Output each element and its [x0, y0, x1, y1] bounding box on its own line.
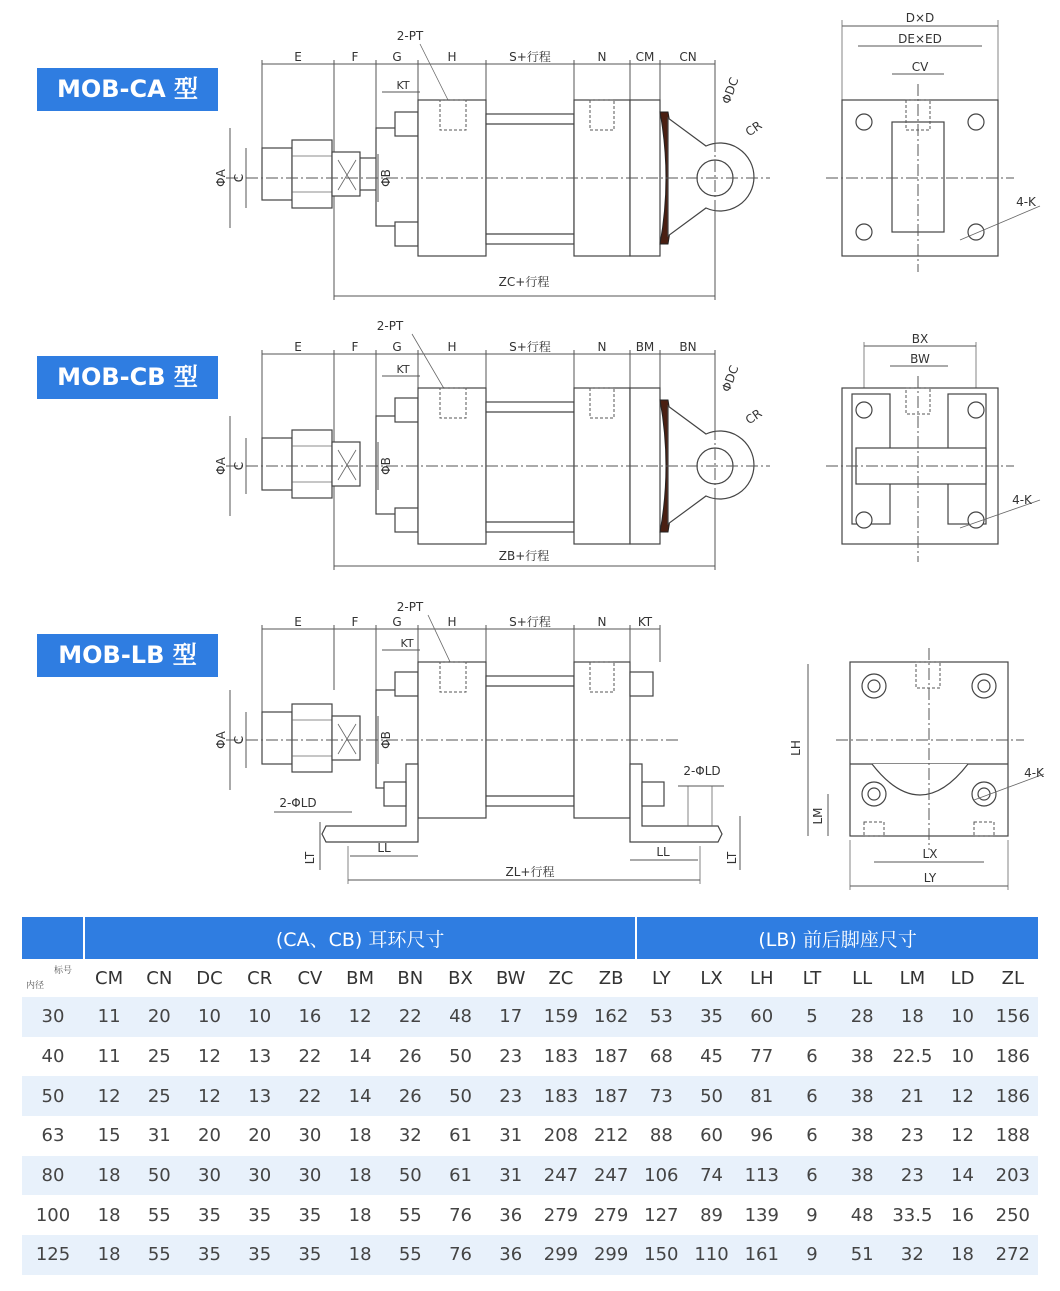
table-cell: 187: [586, 1076, 636, 1116]
ca-label-cm: CM: [635, 50, 655, 64]
lb-label-phi-a: ΦA: [214, 731, 228, 749]
table-cell: 250: [988, 1195, 1038, 1235]
ca-label-e: E: [294, 50, 302, 64]
table-cell: 25: [134, 1037, 184, 1077]
column-header-lm: LM: [887, 959, 937, 997]
table-cell: 106: [636, 1156, 686, 1196]
table-row: [22, 997, 1038, 1037]
table-cell: 25: [134, 1076, 184, 1116]
ca-side-view: [214, 29, 770, 300]
cb-label-phi-a: ΦA: [214, 457, 228, 475]
table-cell: 23: [887, 1156, 937, 1196]
table-row: [22, 1156, 1038, 1196]
table-cell: 15: [84, 1116, 134, 1156]
corner-label-top: 标号: [53, 966, 72, 976]
table-cell: 16: [937, 1195, 987, 1235]
spec-table: [22, 917, 1038, 1275]
table-cell: 188: [988, 1116, 1038, 1156]
table-cell: 96: [737, 1116, 787, 1156]
table-cell: 127: [636, 1195, 686, 1235]
ca-end-view: [826, 11, 1040, 272]
cb-side-view: [214, 319, 770, 570]
table-cell: 18: [335, 1235, 385, 1275]
table-cell: 12: [937, 1116, 987, 1156]
ca-label-zc: ZC+行程: [498, 275, 550, 289]
cb-label-s: S+行程: [509, 340, 551, 354]
table-cell: 30: [184, 1156, 234, 1196]
cb-label-bw: BW: [910, 352, 930, 366]
lb-label-lh: LH: [789, 740, 803, 756]
table-cell: 31: [134, 1116, 184, 1156]
table-cell: 11: [84, 1037, 134, 1077]
ca-label-cr: CR: [742, 118, 765, 140]
column-header-bm: BM: [335, 959, 385, 997]
cb-end-view: [826, 332, 1040, 562]
table-cell: 38: [837, 1037, 887, 1077]
table-cell: 18: [84, 1156, 134, 1196]
table-cell: 203: [988, 1156, 1038, 1196]
cb-label-bn: BN: [679, 340, 697, 354]
lb-label-k: 4-K: [1024, 766, 1044, 780]
table-cell: 113: [737, 1156, 787, 1196]
table-cell: 18: [84, 1235, 134, 1275]
table-cell: 247: [586, 1156, 636, 1196]
table-cell: 45: [686, 1037, 736, 1077]
cb-label-zb: ZB+行程: [498, 549, 550, 563]
lb-label-lt-right: LT: [725, 851, 739, 865]
table-cell: 55: [385, 1235, 435, 1275]
table-cell: 35: [235, 1235, 285, 1275]
table-cell: 5: [787, 997, 837, 1037]
ca-label-c: C: [232, 173, 246, 183]
lb-label-pt: 2-PT: [396, 600, 424, 614]
table-cell: 247: [536, 1156, 586, 1196]
table-cell: 23: [486, 1037, 536, 1077]
lb-label-lt-left: LT: [303, 851, 317, 865]
table-cell: 18: [335, 1195, 385, 1235]
column-header-ld: LD: [937, 959, 987, 997]
table-cell: 89: [686, 1195, 736, 1235]
table-cell: 12: [184, 1076, 234, 1116]
table-cell: 26: [385, 1037, 435, 1077]
table-cell: 17: [486, 997, 536, 1037]
table-cell: 61: [435, 1116, 485, 1156]
table-cell: 183: [536, 1037, 586, 1077]
corner-label-bottom: 内径: [26, 981, 45, 991]
table-cell: 77: [737, 1037, 787, 1077]
table-cell: 20: [235, 1116, 285, 1156]
lb-label-zl: ZL+行程: [505, 865, 555, 879]
column-header-lx: LX: [686, 959, 736, 997]
lb-label-g: G: [392, 615, 402, 629]
table-cell: 50: [385, 1156, 435, 1196]
table-cell: 23: [486, 1076, 536, 1116]
table-cell: 31: [486, 1116, 536, 1156]
table-cell: 22: [385, 997, 435, 1037]
table-cell: 22.5: [887, 1037, 937, 1077]
table-cell: 13: [235, 1076, 285, 1116]
table-row: [22, 1076, 1038, 1116]
lb-label-kt-right: KT: [637, 615, 653, 629]
column-header-dc: DC: [184, 959, 234, 997]
table-cell: 159: [536, 997, 586, 1037]
ca-label-cv: CV: [911, 60, 929, 74]
table-cell: 139: [737, 1195, 787, 1235]
cb-label-pt: 2-PT: [376, 319, 404, 333]
table-cell: 12: [335, 997, 385, 1037]
table-cell: 272: [988, 1235, 1038, 1275]
table-cell: 61: [435, 1156, 485, 1196]
lb-label-ly: LY: [923, 871, 937, 885]
bore-size-cell: 100: [22, 1195, 84, 1235]
table-row: [22, 1116, 1038, 1156]
table-cell: 10: [184, 997, 234, 1037]
table-cell: 35: [285, 1235, 335, 1275]
table-cell: 30: [285, 1116, 335, 1156]
table-cell: 6: [787, 1076, 837, 1116]
table-cell: 35: [184, 1195, 234, 1235]
table-cell: 32: [887, 1235, 937, 1275]
table-cell: 30: [235, 1156, 285, 1196]
ca-label-pt: 2-PT: [396, 29, 424, 43]
cb-label-cr: CR: [742, 406, 765, 428]
table-cell: 9: [787, 1235, 837, 1275]
table-row: [22, 1195, 1038, 1235]
column-header-lh: LH: [737, 959, 787, 997]
table-cell: 74: [686, 1156, 736, 1196]
model-badge-ca: MOB-CA 型: [37, 68, 218, 111]
table-cell: 26: [385, 1076, 435, 1116]
column-header-zb: ZB: [586, 959, 636, 997]
table-cell: 20: [134, 997, 184, 1037]
lb-end-view: [789, 648, 1045, 890]
table-cell: 18: [887, 997, 937, 1037]
table-cell: 212: [586, 1116, 636, 1156]
table-cell: 11: [84, 997, 134, 1037]
table-body: [22, 997, 1038, 1275]
table-cell: 14: [335, 1037, 385, 1077]
table-cell: 31: [486, 1156, 536, 1196]
table-cell: 73: [636, 1076, 686, 1116]
cb-label-phi-dc: ΦDC: [719, 363, 742, 394]
table-cell: 18: [84, 1195, 134, 1235]
column-header-bn: BN: [385, 959, 435, 997]
table-cell: 51: [837, 1235, 887, 1275]
ca-label-f: F: [351, 50, 359, 64]
table-cell: 299: [536, 1235, 586, 1275]
table-cell: 38: [837, 1076, 887, 1116]
table-cell: 35: [235, 1195, 285, 1235]
lb-label-ll-left: LL: [377, 841, 391, 855]
table-cell: 50: [435, 1037, 485, 1077]
table-cell: 10: [937, 997, 987, 1037]
table-cell: 10: [235, 997, 285, 1037]
table-cell: 18: [937, 1235, 987, 1275]
ca-label-h: H: [447, 50, 457, 64]
table-cell: 10: [937, 1037, 987, 1077]
cb-label-c: C: [232, 461, 246, 471]
ca-label-cn: CN: [679, 50, 697, 64]
lb-label-lm: LM: [811, 807, 825, 825]
cb-label-e: E: [294, 340, 302, 354]
table-cell: 48: [837, 1195, 887, 1235]
table-cell: 279: [536, 1195, 586, 1235]
lb-label-e: E: [294, 615, 302, 629]
lb-label-s: S+行程: [509, 615, 551, 629]
group-header-ca-cb: (CA、CB) 耳环尺寸: [84, 917, 636, 959]
model-badge-lb: MOB-LB 型: [37, 634, 218, 677]
bore-size-cell: 63: [22, 1116, 84, 1156]
column-header-row: [22, 959, 1038, 997]
table-cell: 36: [486, 1235, 536, 1275]
cb-label-bm: BM: [635, 340, 655, 354]
table-row: [22, 1235, 1038, 1275]
table-cell: 60: [737, 997, 787, 1037]
column-header-lt: LT: [787, 959, 837, 997]
table-cell: 50: [686, 1076, 736, 1116]
table-cell: 22: [285, 1037, 335, 1077]
table-cell: 30: [285, 1156, 335, 1196]
table-cell: 6: [787, 1116, 837, 1156]
lb-label-f: F: [351, 615, 359, 629]
lb-label-h: H: [447, 615, 457, 629]
table-cell: 299: [586, 1235, 636, 1275]
ca-label-dexed: DE×ED: [898, 32, 942, 46]
lb-label-kt: KT: [400, 637, 414, 650]
table-cell: 186: [988, 1076, 1038, 1116]
table-cell: 60: [686, 1116, 736, 1156]
table-cell: 20: [184, 1116, 234, 1156]
ca-label-n: N: [597, 50, 607, 64]
lb-side-view: [214, 600, 740, 884]
table-cell: 18: [335, 1116, 385, 1156]
table-cell: 22: [285, 1076, 335, 1116]
table-row: [22, 1037, 1038, 1077]
column-header-ll: LL: [837, 959, 887, 997]
table-cell: 162: [586, 997, 636, 1037]
lb-label-ld-left: 2-ΦLD: [279, 796, 317, 810]
bore-size-cell: 40: [22, 1037, 84, 1077]
table-cell: 50: [435, 1076, 485, 1116]
table-cell: 187: [586, 1037, 636, 1077]
ca-label-phi-a: ΦA: [214, 169, 228, 187]
cb-label-f: F: [351, 340, 359, 354]
table-cell: 55: [134, 1235, 184, 1275]
lb-label-ld-right: 2-ΦLD: [683, 764, 721, 778]
ca-label-k: 4-K: [1016, 195, 1036, 209]
table-cell: 186: [988, 1037, 1038, 1077]
ca-label-phi-dc: ΦDC: [719, 75, 742, 106]
lb-label-ll-right: LL: [656, 845, 670, 859]
group-header-lb: (LB) 前后脚座尺寸: [636, 917, 1038, 959]
table-cell: 32: [385, 1116, 435, 1156]
cb-label-h: H: [447, 340, 457, 354]
column-header-cm: CM: [84, 959, 134, 997]
ca-label-g: G: [392, 50, 402, 64]
column-header-cv: CV: [285, 959, 335, 997]
table-cell: 23: [887, 1116, 937, 1156]
table-cell: 18: [335, 1156, 385, 1196]
table-cell: 150: [636, 1235, 686, 1275]
table-cell: 208: [536, 1116, 586, 1156]
table-cell: 35: [686, 997, 736, 1037]
table-cell: 76: [435, 1235, 485, 1275]
table-cell: 13: [235, 1037, 285, 1077]
table-cell: 55: [385, 1195, 435, 1235]
cb-label-g: G: [392, 340, 402, 354]
table-cell: 88: [636, 1116, 686, 1156]
bore-size-cell: 30: [22, 997, 84, 1037]
table-cell: 55: [134, 1195, 184, 1235]
table-cell: 12: [84, 1076, 134, 1116]
column-header-ly: LY: [636, 959, 686, 997]
table-cell: 16: [285, 997, 335, 1037]
table-cell: 6: [787, 1156, 837, 1196]
table-cell: 38: [837, 1156, 887, 1196]
table-cell: 279: [586, 1195, 636, 1235]
table-cell: 156: [988, 997, 1038, 1037]
bore-size-cell: 50: [22, 1076, 84, 1116]
table-cell: 68: [636, 1037, 686, 1077]
corner-cell: [22, 959, 84, 997]
table-cell: 12: [184, 1037, 234, 1077]
cb-label-bx: BX: [911, 332, 929, 346]
table-cell: 48: [435, 997, 485, 1037]
table-cell: 38: [837, 1116, 887, 1156]
table-cell: 35: [285, 1195, 335, 1235]
table-cell: 110: [686, 1235, 736, 1275]
column-header-zc: ZC: [536, 959, 586, 997]
model-badge-cb: MOB-CB 型: [37, 356, 218, 399]
table-cell: 50: [134, 1156, 184, 1196]
table-cell: 6: [787, 1037, 837, 1077]
table-cell: 183: [536, 1076, 586, 1116]
table-cell: 28: [837, 997, 887, 1037]
table-corner-header: [22, 917, 84, 959]
cb-label-phi-b: ΦB: [379, 457, 393, 475]
ca-label-dxd: D×D: [905, 11, 935, 25]
column-header-cn: CN: [134, 959, 184, 997]
cb-label-n: N: [597, 340, 607, 354]
bore-size-cell: 80: [22, 1156, 84, 1196]
ca-label-kt: KT: [396, 79, 410, 92]
table-cell: 21: [887, 1076, 937, 1116]
lb-label-n: N: [597, 615, 607, 629]
table-cell: 14: [335, 1076, 385, 1116]
table-cell: 81: [737, 1076, 787, 1116]
column-header-bx: BX: [435, 959, 485, 997]
column-header-bw: BW: [486, 959, 536, 997]
table-cell: 9: [787, 1195, 837, 1235]
lb-label-c: C: [232, 735, 246, 745]
lb-label-phi-b: ΦB: [379, 731, 393, 749]
column-header-zl: ZL: [988, 959, 1038, 997]
lb-label-lx: LX: [922, 847, 938, 861]
table-cell: 14: [937, 1156, 987, 1196]
ca-label-phi-b: ΦB: [379, 169, 393, 187]
table-cell: 76: [435, 1195, 485, 1235]
cb-label-k: 4-K: [1012, 493, 1032, 507]
column-header-cr: CR: [235, 959, 285, 997]
table-cell: 33.5: [887, 1195, 937, 1235]
bore-size-cell: 125: [22, 1235, 84, 1275]
cb-label-kt: KT: [396, 363, 410, 376]
table-cell: 161: [737, 1235, 787, 1275]
table-cell: 12: [937, 1076, 987, 1116]
table-cell: 53: [636, 997, 686, 1037]
ca-label-s: S+行程: [509, 50, 551, 64]
table-cell: 36: [486, 1195, 536, 1235]
table-cell: 35: [184, 1235, 234, 1275]
